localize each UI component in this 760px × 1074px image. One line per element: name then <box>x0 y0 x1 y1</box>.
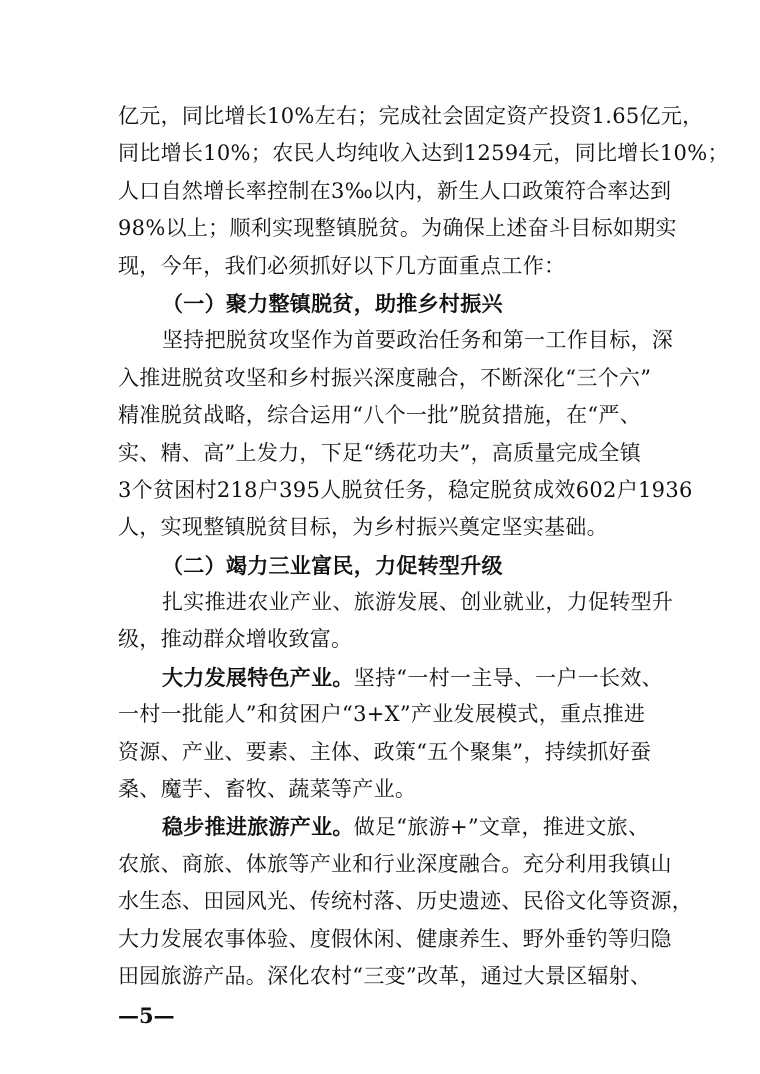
paragraph-line: 一村一批能人”和贫困户“3+X”产业发展模式，重点推进 <box>118 702 646 727</box>
paragraph-line: 农旅、商旅、体旅等产业和行业深度融合。充分利用我镇山 <box>118 851 672 876</box>
section-heading-1: （一）聚力整镇脱贫，助推乡村振兴 <box>162 290 503 316</box>
body-line: 98%以上；顺利实现整镇脱贫。为确保上述奋斗目标如期实 <box>118 216 677 241</box>
paragraph-line <box>118 808 658 845</box>
body-line: 人口自然增长率控制在3‰以内，新生人口政策符合率达到 <box>118 178 672 203</box>
paragraph-text: 做足“旅游+”文章，推进文旅、 <box>353 815 650 840</box>
paragraph-line: 3个贫困村218户395人脱贫任务，稳定脱贫成效602户1936 <box>118 477 693 502</box>
body-line: 亿元，同比增长10%左右；完成社会固定资产投资1.65亿元， <box>118 104 704 128</box>
paragraph-line: 人，实现整镇脱贫目标，为乡村振兴奠定坚实基础。 <box>118 515 608 540</box>
subheading-characteristic-industry: 大力发展特色产业。 <box>162 664 354 690</box>
paragraph-line: 扎实推进农业产业、旅游发展、创业就业，力促转型升 <box>162 590 674 615</box>
paragraph-line: 桑、魔芋、畜牧、蔬菜等产业。 <box>118 777 417 802</box>
paragraph-line: 田园旅游产品。深化农村“三变”改革，通过大景区辐射、 <box>118 963 652 988</box>
page-number: —5— <box>118 1003 175 1028</box>
paragraph-line: 大力发展农事体验、度假休闲、健康养生、野外垂钓等归隐 <box>118 926 672 951</box>
subheading-tourism-industry: 稳步推进旅游产业。 <box>162 814 354 840</box>
paragraph-line: 水生态、田园风光、传统村落、历史遗迹、民俗文化等资源， <box>118 889 694 914</box>
paragraph-line: 级，推动群众增收致富。 <box>118 627 353 652</box>
paragraph-line: 精准脱贫战略，综合运用“八个一批”脱贫措施，在“严、 <box>118 403 642 428</box>
paragraph-text: 坚持“一村一主导、一户一长效、 <box>353 665 663 690</box>
paragraph-line <box>118 659 663 696</box>
body-line: 同比增长10%；农民人均纯收入达到12594元，同比增长10%； <box>118 141 729 166</box>
paragraph-line: 实、精、高”上发力，下足“绣花功夫”，高质量完成全镇 <box>118 440 642 465</box>
paragraph-line: 入推进脱贫攻坚和乡村振兴深度融合，不断深化“三个六” <box>118 365 652 390</box>
section-heading-2: （二）竭力三业富民，力促转型升级 <box>162 552 503 578</box>
body-line: 现，今年，我们必须抓好以下几方面重点工作： <box>118 253 566 278</box>
document-body <box>118 98 729 995</box>
paragraph-line: 资源、产业、要素、主体、政策“五个聚集”，持续抓好蚕 <box>118 739 652 764</box>
paragraph-line: 坚持把脱贫攻坚作为首要政治任务和第一工作目标，深 <box>162 328 674 353</box>
